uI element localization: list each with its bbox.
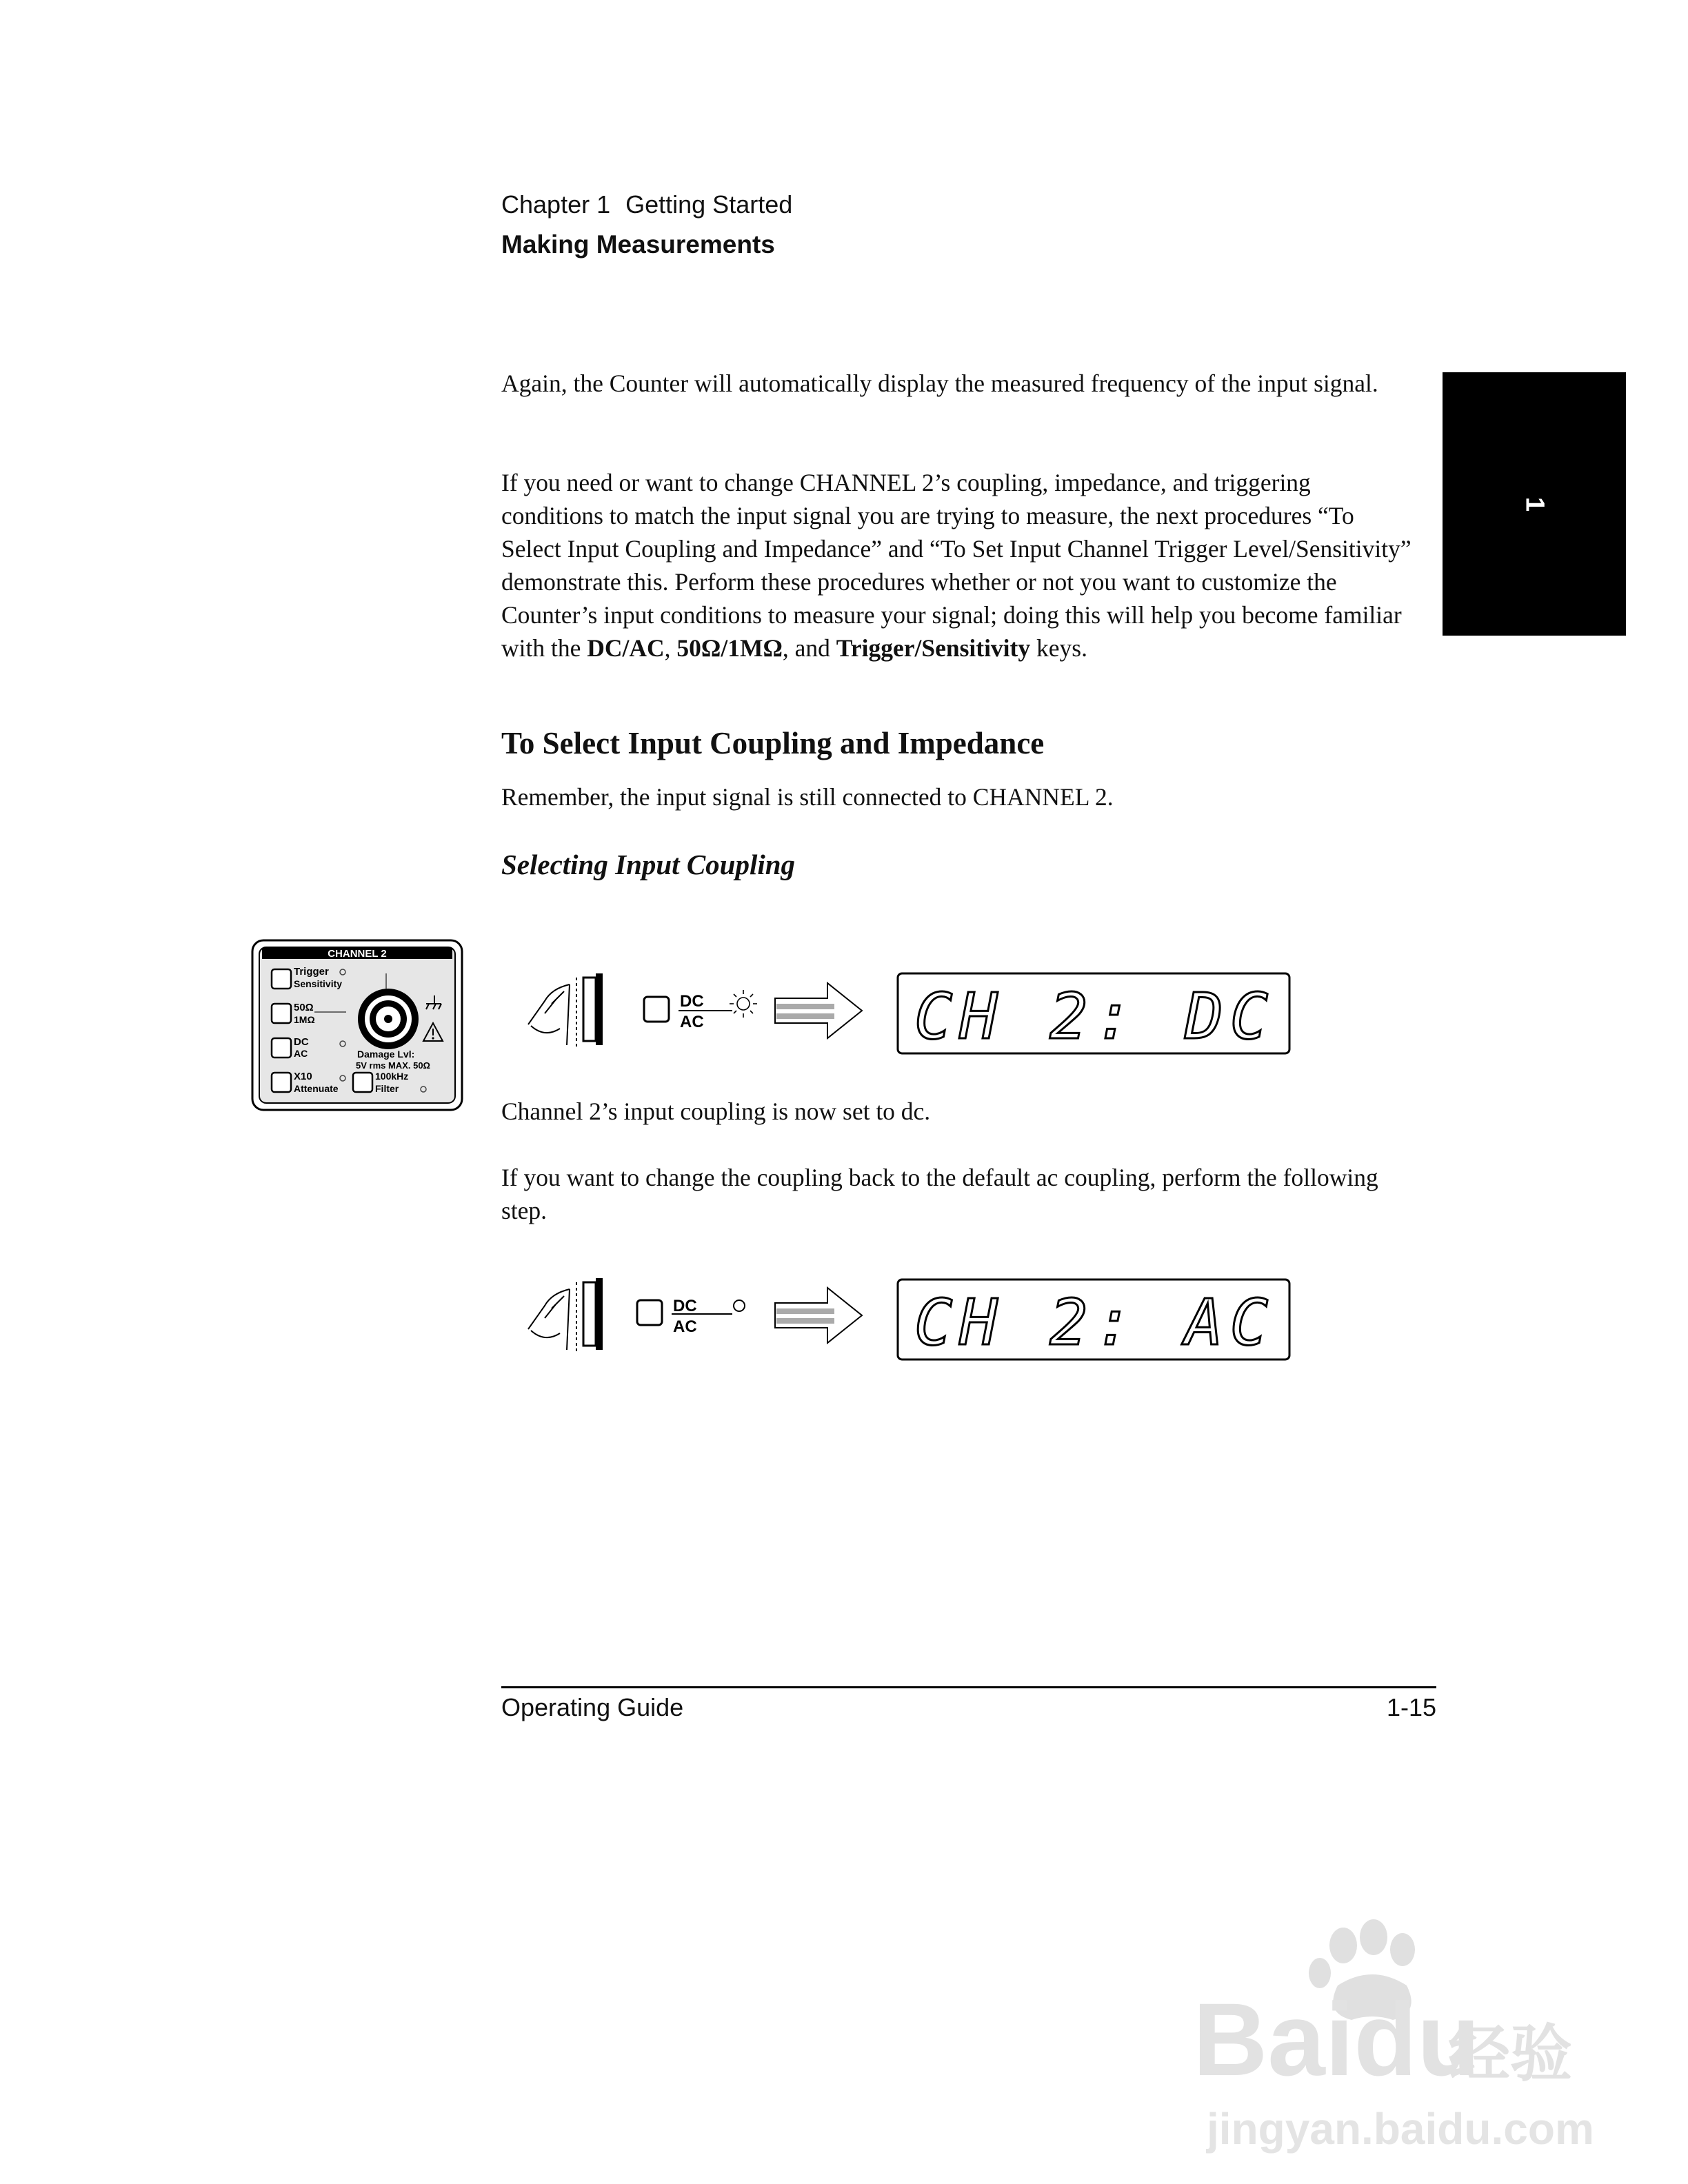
step2-display-text: CH 2: AC bbox=[914, 1286, 1276, 1359]
chapter-title: Getting Started bbox=[625, 190, 793, 219]
panel-filter: Filter bbox=[375, 1083, 399, 1094]
panel-1mohm: 1MΩ bbox=[294, 1014, 315, 1025]
p2-comma: , bbox=[664, 634, 671, 662]
impedance-key bbox=[272, 1004, 291, 1023]
paragraph-1: Again, the Counter will automatically display the measured frequency of the input signal. bbox=[501, 370, 1378, 397]
finger-press-icon bbox=[528, 1278, 603, 1353]
p2-and: , and bbox=[782, 634, 830, 662]
finger-press-icon bbox=[528, 973, 603, 1048]
chapter-tab-label: 1 bbox=[1520, 496, 1549, 512]
chapter-label: Chapter 1 bbox=[501, 190, 611, 219]
arrow-icon bbox=[775, 983, 862, 1038]
paragraph-5: If you want to change the coupling back to the default ac coupling, perform the following step. bbox=[501, 1164, 1378, 1224]
panel-x10: X10 bbox=[294, 1071, 312, 1082]
page-number: 1-15 bbox=[1386, 1693, 1436, 1721]
panel-trigger: Trigger bbox=[294, 966, 329, 978]
watermark-url: jingyan.baidu.com bbox=[1207, 2104, 1594, 2154]
step2-key-ac: AC bbox=[673, 1317, 697, 1336]
subheading: Selecting Input Coupling bbox=[501, 849, 796, 880]
panel-dc: DC bbox=[294, 1036, 309, 1048]
arrow-icon bbox=[775, 1288, 862, 1343]
panel-damage-1: Damage Lvl: bbox=[357, 1049, 415, 1060]
filter-key bbox=[353, 1073, 372, 1092]
panel-ac: AC bbox=[294, 1048, 308, 1059]
footer-title: Operating Guide bbox=[501, 1693, 684, 1721]
paragraph-4: Channel 2’s input coupling is now set to dc. bbox=[501, 1098, 931, 1125]
footer-rule bbox=[501, 1686, 1436, 1688]
panel-50ohm: 50Ω bbox=[294, 1002, 314, 1013]
panel-sensitivity: Sensitivity bbox=[294, 978, 343, 989]
dc-ac-button bbox=[644, 997, 669, 1022]
key-trigger-sensitivity: Trigger/Sensitivity bbox=[836, 634, 1031, 662]
step1-key-ac: AC bbox=[680, 1013, 704, 1031]
led-off-icon bbox=[734, 1300, 745, 1311]
channel2-panel bbox=[252, 940, 462, 1110]
bnc-connector-icon bbox=[358, 989, 419, 1049]
dc-ac-key bbox=[272, 1038, 291, 1058]
attenuate-key bbox=[272, 1073, 291, 1092]
step2-key-dc: DC bbox=[673, 1297, 697, 1315]
watermark-brand: Baidu bbox=[1193, 1981, 1480, 2097]
step-1-figure bbox=[528, 973, 1289, 1053]
paragraph-2-text: If you need or want to change CHANNEL 2’s coupling, impedance, and triggering conditions to match the input signal you are trying to measure, the next procedures “To Select Input Coupling and Impedance” and “To Set Input Channel Trigger Level/Sensitivity” demonstrate this. Perform these procedures whether or not you want to customize the Counter’s input conditions to measure your signal; doing this will help you become familiar with the bbox=[501, 469, 1411, 662]
key-dc-ac: DC/AC bbox=[587, 634, 665, 662]
panel-attenuate: Attenuate bbox=[294, 1083, 339, 1094]
baidu-watermark bbox=[1172, 1910, 1600, 2165]
key-50ohm-1mohm: 50Ω/1MΩ bbox=[676, 634, 783, 662]
step1-key-dc: DC bbox=[680, 992, 704, 1011]
section-title: Making Measurements bbox=[501, 230, 775, 259]
step-2-figure bbox=[528, 1278, 1289, 1359]
trigger-key bbox=[272, 969, 291, 989]
watermark-cn: 经验 bbox=[1448, 2018, 1572, 2090]
led-lit-icon bbox=[730, 990, 757, 1018]
panel-title: CHANNEL 2 bbox=[328, 948, 387, 960]
panel-100khz: 100kHz bbox=[375, 1071, 409, 1082]
dc-ac-button bbox=[637, 1300, 662, 1325]
step1-display-text: CH 2: DC bbox=[914, 980, 1276, 1053]
procedure-heading: To Select Input Coupling and Impedance bbox=[501, 726, 1045, 760]
p2-end: keys. bbox=[1036, 634, 1087, 662]
panel-damage-2: 5V rms MAX. 50Ω bbox=[356, 1060, 430, 1071]
paragraph-3: Remember, the input signal is still connected to CHANNEL 2. bbox=[501, 783, 1114, 811]
